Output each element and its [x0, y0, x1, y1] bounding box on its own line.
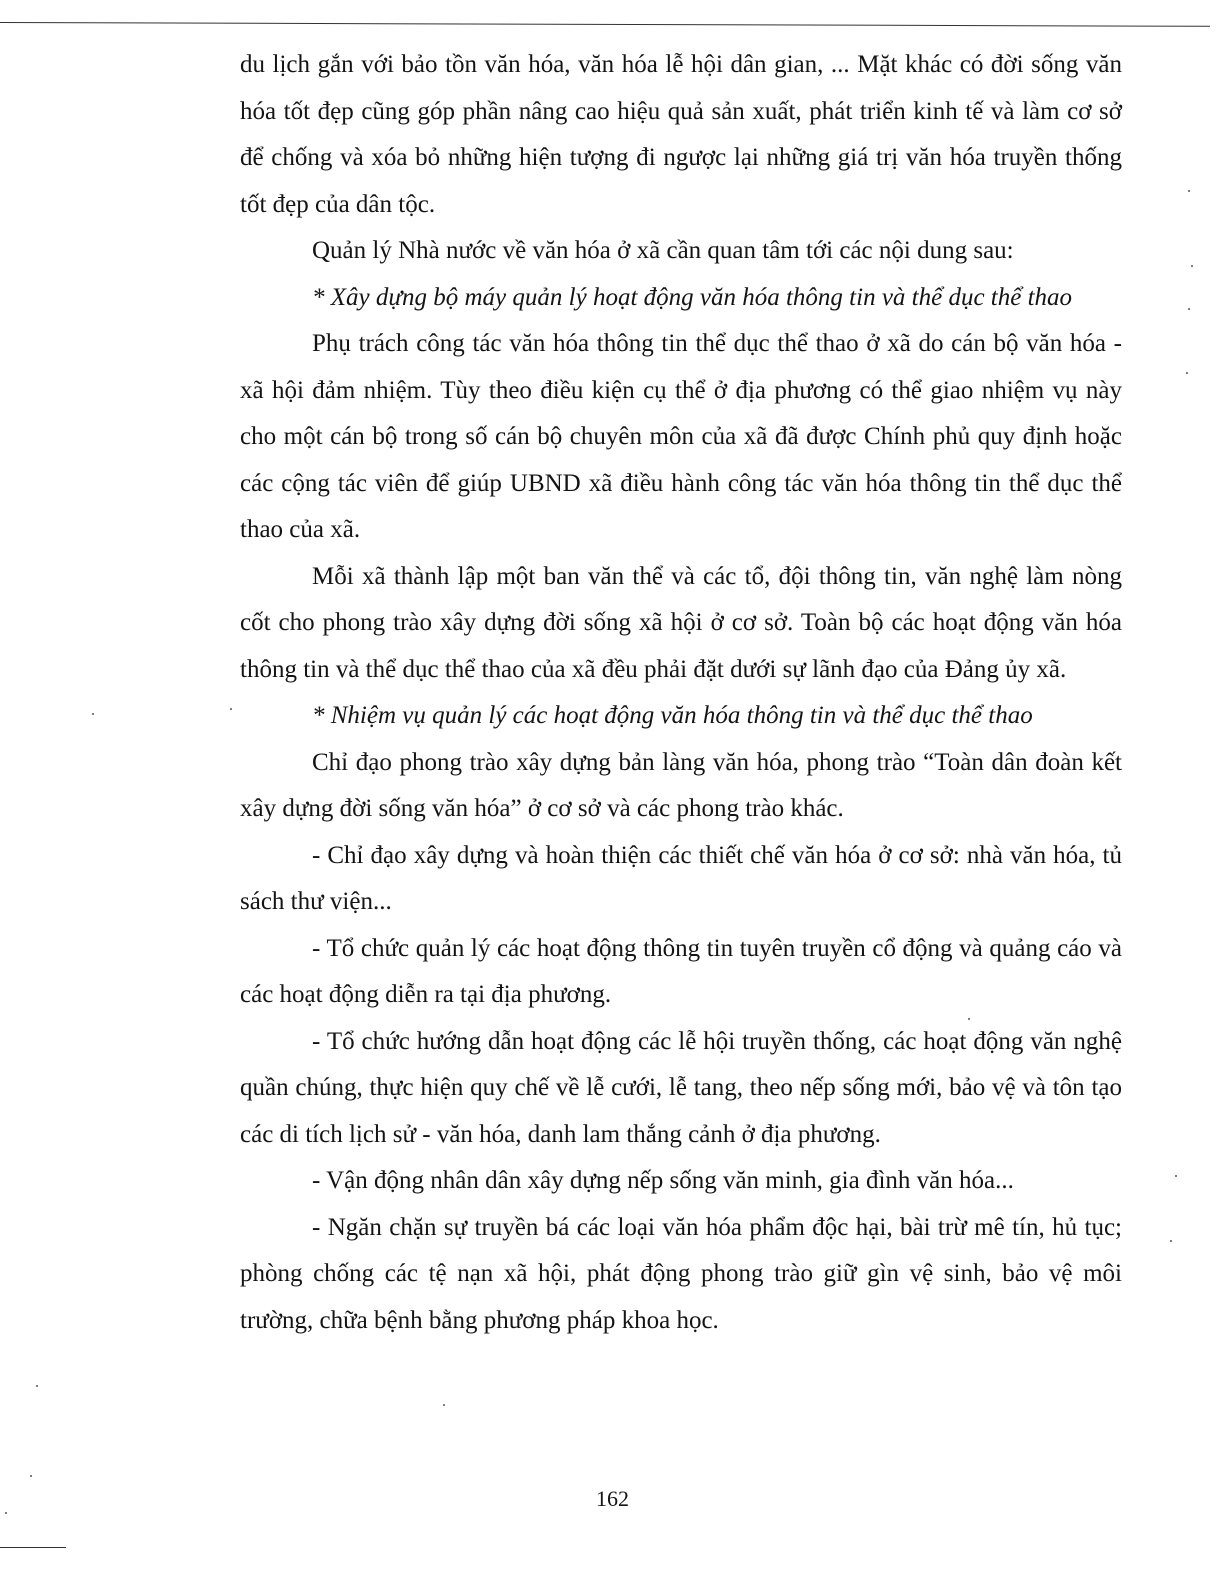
scan-speck: [968, 1018, 970, 1020]
section-heading-tasks: * Nhiệm vụ quản lý các hoạt động văn hóa thông tin và thể dục thể thao: [312, 702, 1033, 729]
top-rule: [0, 22, 1210, 27]
scan-speck: [5, 1512, 7, 1514]
list-item-institutions: - Chỉ đạo xây dựng và hoàn thiện các thiết chế văn hóa ở cơ sở: nhà văn hóa, tủ sách thư viện...: [240, 841, 1122, 915]
paragraph-committee: Mỗi xã thành lập một ban văn thể và các tổ, đội thông tin, văn nghệ làm nòng cốt cho phong trào xây dựng đời sống xã hội ở cơ sở. Toàn bộ các hoạt động văn hóa thông tin và thể dục thể thao của xã đều phải đặt dưới sự lãnh đạo của Đảng ủy xã.: [240, 562, 1122, 683]
paragraph-intro: Quản lý Nhà nước về văn hóa ở xã cần quan tâm tới các nội dung sau:: [312, 237, 1014, 264]
scan-speck: [1170, 1240, 1172, 1242]
scan-speck: [1186, 372, 1188, 374]
scan-speck: [230, 708, 232, 710]
paragraph-responsibility: Phụ trách công tác văn hóa thông tin thể dục thể thao ở xã do cán bộ văn hóa - xã hội đảm nhiệm. Tùy theo điều kiện cụ thể ở địa phương có thể giao nhiệm vụ này cho một cán bộ trong số cán bộ chuyên môn của xã đã được Chính phủ quy định hoặc các cộng tác viên để giúp UBND xã điều hành công tác văn hóa thông tin thể dục thể thao của xã.: [240, 330, 1122, 543]
list-item-propaganda: - Tổ chức quản lý các hoạt động thông tin tuyên truyền cổ động và quảng cáo và các hoạt động diễn ra tại địa phương.: [240, 934, 1122, 1008]
list-item-civilized-lifestyle: - Vận động nhân dân xây dựng nếp sống văn minh, gia đình văn hóa...: [312, 1167, 1014, 1194]
paragraph-movement: Chỉ đạo phong trào xây dựng bản làng văn hóa, phong trào “Toàn dân đoàn kết xây dựng đời sống văn hóa” ở cơ sở và các phong trào khác.: [240, 748, 1122, 822]
scan-speck: [1175, 1175, 1177, 1177]
page-body: [240, 42, 1122, 1344]
scan-speck: [443, 1404, 445, 1406]
bottom-rule: [0, 1547, 66, 1548]
scan-speck: [36, 1385, 38, 1387]
list-item-festivals: - Tổ chức hướng dẫn hoạt động các lễ hội truyền thống, các hoạt động văn nghệ quần chúng, thực hiện quy chế về lễ cưới, lễ tang, theo nếp sống mới, bảo vệ và tôn tạo các di tích lịch sử - văn hóa, danh lam thắng cảnh ở địa phương.: [240, 1027, 1122, 1148]
page-number: 162: [596, 1486, 629, 1511]
scan-speck: [1191, 265, 1193, 267]
scan-speck: [30, 1475, 32, 1477]
section-heading-apparatus: * Xây dựng bộ máy quản lý hoạt động văn hóa thông tin và thể dục thể thao: [312, 283, 1073, 311]
scan-speck: [1188, 190, 1190, 192]
scan-speck: [1188, 308, 1190, 310]
paragraph-continuation: du lịch gắn với bảo tồn văn hóa, văn hóa lễ hội dân gian, ... Mặt khác có đời sống văn hóa tốt đẹp cũng góp phần nâng cao hiệu quả sản xuất, phát triển kinh tế và làm cơ sở để chống và xóa bỏ những hiện tượng đi ngược lại những giá trị văn hóa truyền thống tốt đẹp của dân tộc.: [240, 51, 1122, 218]
list-item-prevention: - Ngăn chặn sự truyền bá các loại văn hóa phẩm độc hại, bài trừ mê tín, hủ tục; phòng chống các tệ nạn xã hội, phát động phong trào giữ gìn vệ sinh, bảo vệ môi trường, chữa bệnh bằng phương pháp khoa học.: [240, 1213, 1122, 1334]
scan-speck: [92, 713, 94, 715]
